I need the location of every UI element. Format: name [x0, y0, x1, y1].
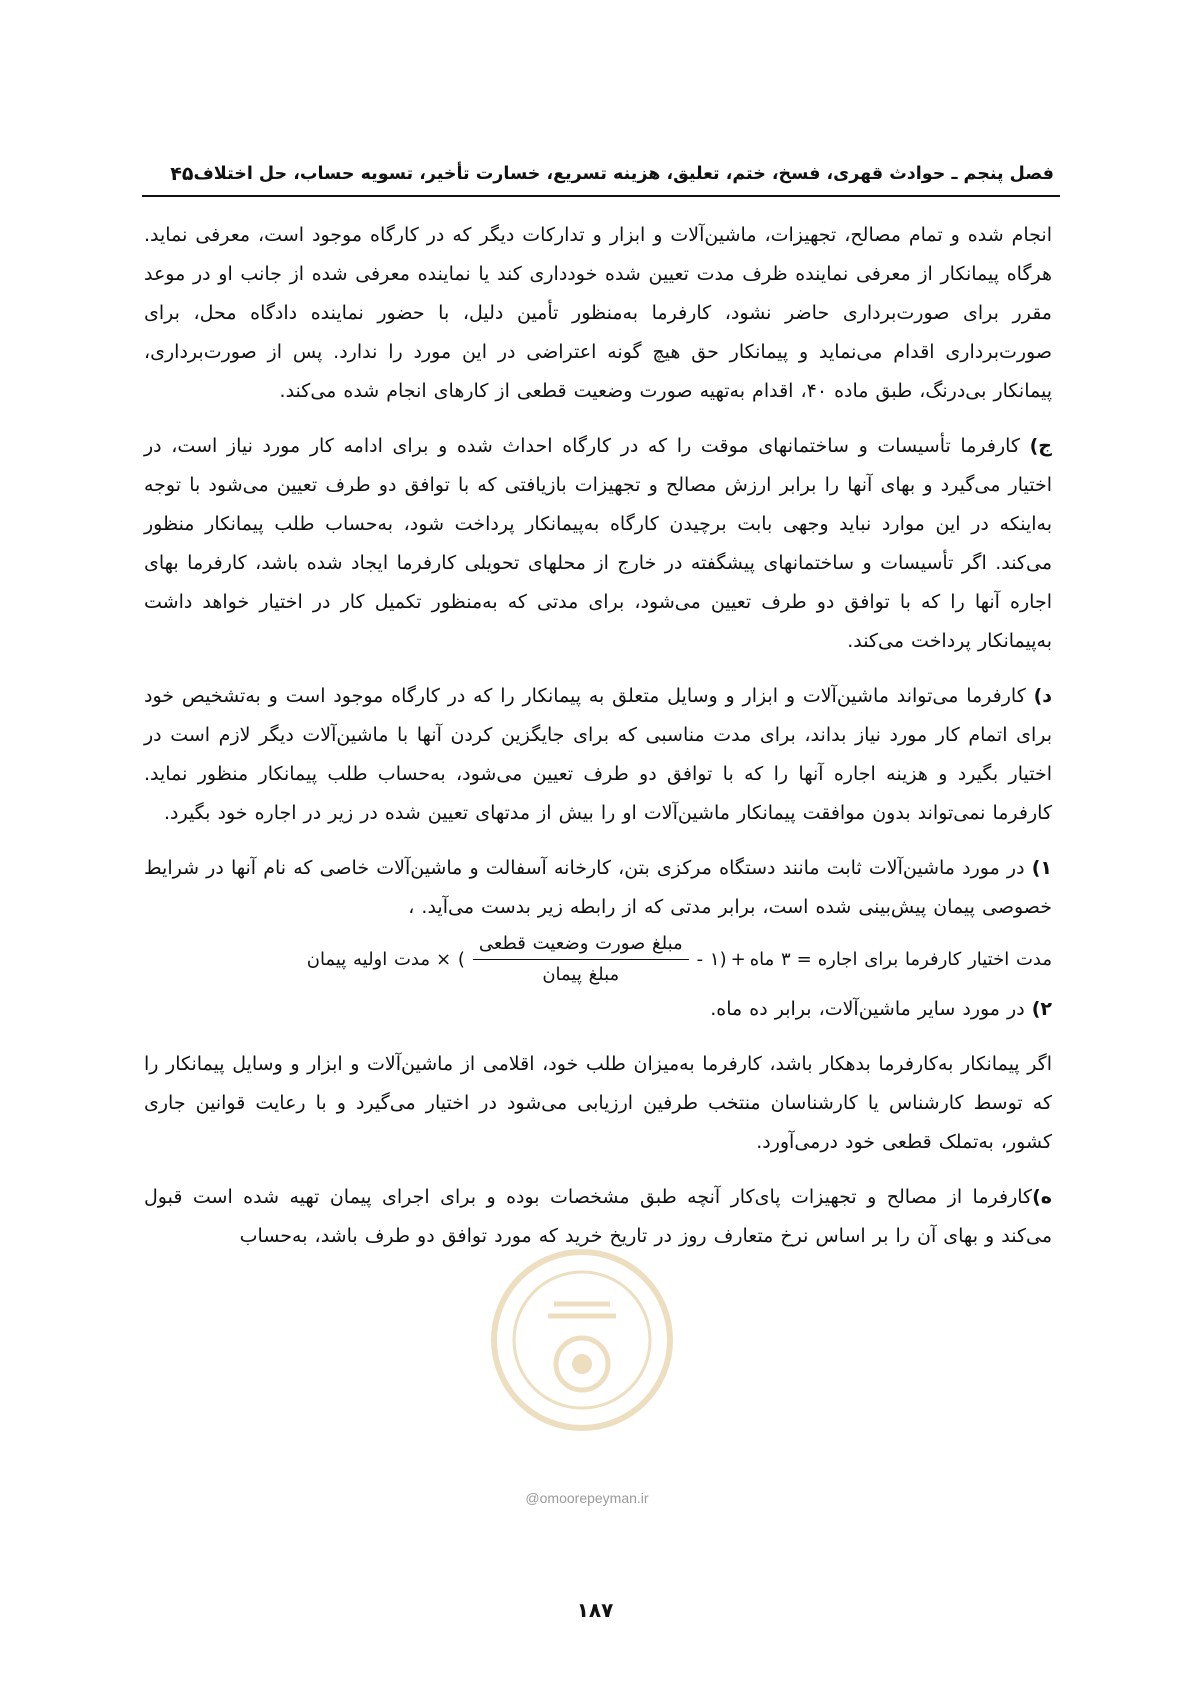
running-header [148, 157, 1054, 191]
body-text [144, 216, 1052, 1272]
item-text: در مورد سایر ماشین‌آلات، برابر ده ماه. [710, 998, 1032, 1020]
clause-marker: ه) [1032, 1186, 1052, 1208]
stray-mark: ، [408, 896, 415, 918]
item-marker: ۲) [1031, 998, 1052, 1020]
item-2 [144, 990, 1052, 1029]
paragraph-text: کارفرما تأسیسات و ساختمانهای موقت را که در کارگاه احداث شده و برای ادامه کار مورد نیاز است، در اختیار می‌گیرد و بهای آنها را برابر ارزش مصالح و تجهیزات بازیافتی که با توافق دو طرف تعیین می‌شود با توجه به‌اینکه در این موارد نباید وجهی بابت برچیدن کارگاه به‌پیمانکار پرداخت شود، به‌حساب طلب پیمانکار منظور می‌کند. اگر تأسیسات و ساختمانهای پیشگفته در خارج از محلهای تحویلی کارفرما ایجاد شده باشد، کارفرما بهای اجاره آنها را که با توافق دو طرف تعیین می‌شود، برای مدتی که به‌منظور تکمیل کار در اختیار خواهد داشت به‌پیمانکار پرداخت می‌کند. [144, 435, 1052, 652]
watermark-url: @omoorepeyman.ir [525, 1490, 649, 1506]
paragraph-text: انجام شده و تمام مصالح، تجهیزات، ماشین‌آلات و ابزار و تدارکات دیگر که در کارگاه موجود است، معرفی نماید. هرگاه پیمانکار از معرفی نماینده ظرف مدت تعیین شده خودداری کند یا نماینده معرفی شده از جانب او در موعد مقرر برای صورت‌برداری حاضر نشود، کارفرما به‌منظور تأمین دلیل، با حضور نماینده دادگاه محل، برای صورت‌برداری اقدام می‌نماید و پیمانکار حق هیچ گونه اعتراضی در این مورد را ندارد. پس از صورت‌برداری، پیمانکار بی‌درنگ، طبق ماده ۴۰، اقدام به‌تهیه صورت وضعیت قطعی از کارهای انجام شده می‌کند. [144, 224, 1052, 402]
paragraph-c [144, 427, 1052, 661]
formula-close: ) × [436, 948, 465, 970]
header-rule [142, 195, 1060, 197]
fraction-denominator: مبلغ پیمان [542, 964, 620, 985]
formula-open: (۱ - [696, 948, 727, 970]
item-marker: ۱) [1031, 857, 1052, 879]
paragraph-text: کارفرما از مصالح و تجهیزات پای‌کار آنچه طبق مشخصات بوده و برای اجرای پیمان تهیه شده است قبول می‌کند و بهای آن را بر اساس نرخ متعارف روز در تاریخ خرید که مورد توافق دو طرف باشد، به‌حساب [144, 1186, 1052, 1247]
header-page-number: ۴۵ [170, 163, 194, 185]
watermark-seal-icon [488, 1246, 676, 1434]
page-folio: ۱۸۷ [576, 1598, 614, 1622]
formula-rhs: مدت اولیه پیمان [306, 948, 431, 970]
item-1 [144, 849, 1052, 927]
formula-lhs: مدت اختیار کارفرما برای اجاره [817, 948, 1052, 970]
formula-fraction [473, 931, 689, 988]
clause-marker: د) [1033, 685, 1052, 707]
item-text: در مورد ماشین‌آلات ثابت مانند دستگاه مرکزی بتن، کارخانه آسفالت و ماشین‌آلات خاصی که نام آنها در شرایط خصوصی پیمان پیش‌بینی شده است، برابر مدتی که از رابطه زیر بدست می‌آید. [144, 857, 1052, 918]
fraction-numerator: مبلغ صورت وضعیت قطعی [473, 931, 689, 960]
chapter-title: فصل پنجم ـ حوادث قهری، فسخ، ختم، تعلیق، هزینه تسریع، خسارت تأخیر، تسویه حساب، حل اختلاف [193, 164, 1054, 184]
paragraph-debt [144, 1045, 1052, 1162]
clause-marker: ج) [1029, 435, 1052, 457]
paragraph-d [144, 677, 1052, 833]
formula-plus: + [730, 948, 746, 970]
formula [144, 931, 1052, 988]
formula-months: ۳ ماه [749, 948, 791, 970]
formula-equals: = [796, 948, 812, 970]
paragraph-text: کارفرما می‌تواند ماشین‌آلات و ابزار و وسایل متعلق به پیمانکار را که در کارگاه موجود است و به‌تشخیص خود برای اتمام کار مورد نیاز بداند، برای مدت مناسبی که برای جایگزین کردن آنها با ماشین‌آلات دیگر لازم است در اختیار بگیرد و هزینه اجاره آنها را که با توافق دو طرف تعیین می‌شود، به‌حساب طلب پیمانکار منظور نماید. کارفرما نمی‌تواند بدون موافقت پیمانکار ماشین‌آلات او را بیش از مدتهای تعیین شده در زیر در اجاره خود بگیرد. [144, 685, 1052, 824]
paragraph-h [144, 1178, 1052, 1256]
paragraph-text: اگر پیمانکار به‌کارفرما بدهکار باشد، کارفرما به‌میزان طلب خود، اقلامی از ماشین‌آلات و ابزار و وسایل پیمانکار را که توسط کارشناس یا کارشناسان منتخب طرفین ارزیابی می‌شود در اختیار می‌گیرد و با رعایت قوانین جاری کشور، به‌تملک قطعی خود درمی‌آورد. [144, 1053, 1052, 1153]
paragraph-continuation [144, 216, 1052, 411]
